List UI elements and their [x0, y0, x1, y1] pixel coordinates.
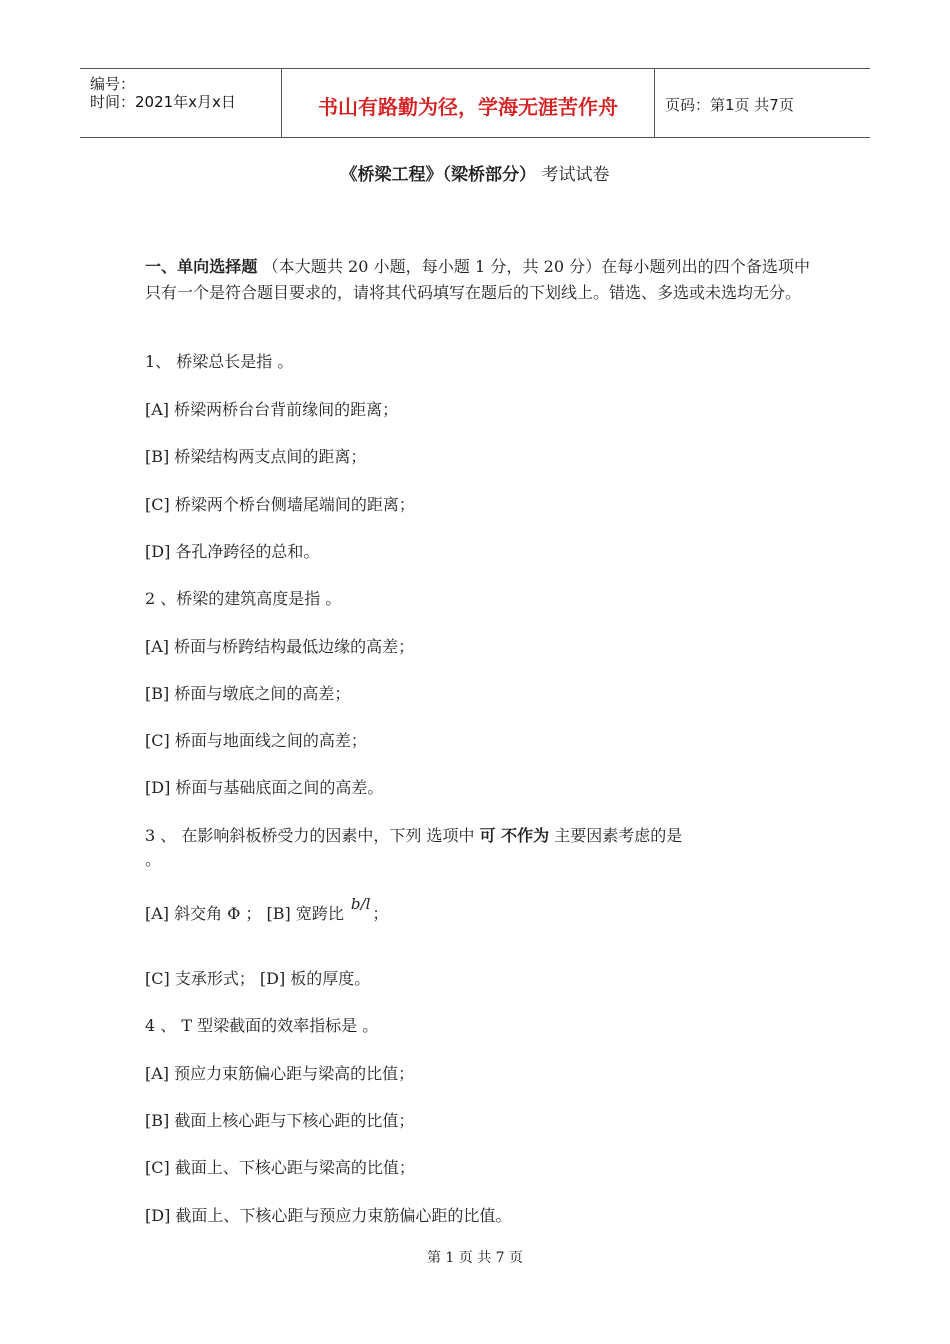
q3-stem-end: 。 [145, 850, 162, 869]
section-heading: 一、单向选择题 [145, 257, 258, 276]
section-instructions: （本大题共 20 小题，每小题 1 分，共 20 分）在每小题列出的四个备选项中只有一个是符合题目要求的，请将其代码填写在题后的下划线上。错选、多选或未选均无分。 [145, 257, 810, 302]
q2-option-c: [C] 桥面与地面线之间的高差； [145, 731, 367, 750]
serial-label: 编号： [90, 75, 136, 93]
q4-stem: 4 、 T 型梁截面的效率指标是 。 [145, 1016, 379, 1035]
header-motto-cell [282, 69, 655, 137]
q4-option-d: [D] 截面上、下核心距与预应力束筋偏心距的比值。 [145, 1206, 512, 1225]
q4-option-a: [A] 预应力束筋偏心距与梁高的比值； [145, 1064, 415, 1083]
q3-stem-pre: 3 、 在影响斜板桥受力的因素中，下列 选项中 [145, 826, 480, 845]
q3-ab-pre: [A] 斜交角 Φ ； [B] 宽跨比 [145, 904, 349, 923]
q3-options-cd: [C] 支承形式； [D] 板的厚度。 [145, 969, 371, 988]
q3-stem-post: 主要因素考虑的是 [549, 826, 683, 845]
time-label: 时间：2021年x月x日 [90, 93, 236, 111]
q1-option-b: [B] 桥梁结构两支点间的距离； [145, 447, 367, 466]
page-footer: 第 1 页 共 7 页 [426, 1250, 524, 1266]
header-meta-cell [80, 69, 282, 137]
q2-option-d: [D] 桥面与基础底面之间的高差。 [145, 778, 384, 797]
q3-stem-bold: 可 不作为 [479, 826, 550, 845]
motto: 书山有路勤为径，学海无涯苦作舟 [318, 95, 618, 119]
header-table [80, 68, 870, 138]
doc-title-normal: 考试试卷 [541, 165, 610, 185]
q2-option-a: [A] 桥面与桥跨结构最低边缘的高差； [145, 637, 415, 656]
q2-stem: 2 、桥梁的建筑高度是指 。 [145, 589, 342, 608]
q1-option-c: [C] 桥梁两个桥台侧墙尾端间的距离； [145, 495, 415, 514]
q3-options-ab [145, 895, 389, 924]
q3-ab-fraction: b/l [350, 895, 371, 913]
q3-ab-post: ； [372, 904, 389, 923]
q1-stem: 1、 桥梁总长是指 。 [145, 352, 294, 371]
q4-option-b: [B] 截面上核心距与下核心距的比值； [145, 1111, 415, 1130]
header-page-cell [655, 69, 870, 137]
q3-stem [145, 826, 682, 846]
q4-option-c: [C] 截面上、下核心距与梁高的比值； [145, 1158, 415, 1177]
q1-option-d: [D] 各孔净跨径的总和。 [145, 542, 320, 561]
q2-option-b: [B] 桥面与墩底之间的高差； [145, 684, 351, 703]
page-info: 页码：第1页 共7页 [665, 96, 794, 114]
doc-title [0, 160, 950, 185]
q1-option-a: [A] 桥梁两桥台台背前缘间的距离； [145, 400, 399, 419]
exam-content [145, 254, 810, 1225]
section-intro [145, 254, 810, 306]
doc-title-bold: 《桥梁工程》（梁桥部分） [340, 165, 537, 185]
